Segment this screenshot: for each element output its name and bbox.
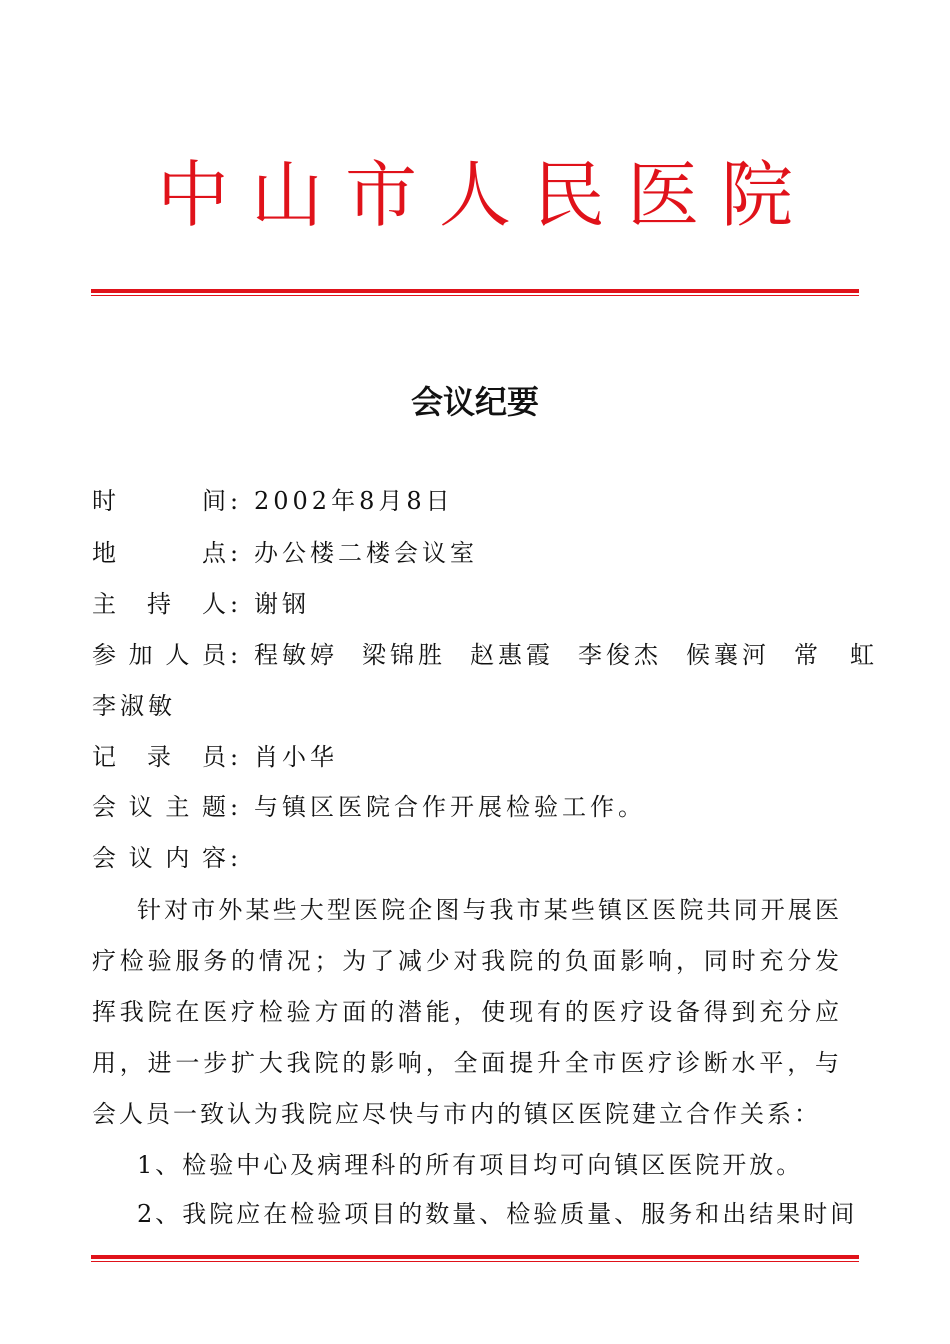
attendee-name: 梁锦胜	[362, 641, 446, 669]
meta-content: 会议内容:	[92, 838, 852, 878]
attendee-name: 候襄河	[686, 641, 770, 669]
meta-topic-value: 与镇区医院合作开展检验工作。	[254, 793, 646, 821]
attendee-name: 程敏婷	[254, 641, 338, 669]
header-rule-thin	[91, 295, 859, 296]
meta-host: 主持人: 谢钢	[92, 584, 852, 624]
meta-host-label: 主持人	[92, 590, 230, 618]
attendee-name: 李俊杰	[578, 641, 662, 669]
meta-attendees-label: 参加人员	[92, 641, 230, 669]
meta-place-label: 地点	[92, 539, 230, 567]
meta-recorder-label: 记录员	[92, 743, 230, 771]
body-paragraph: 针对市外某些大型医院企图与我市某些镇区医院共同开展医疗检验服务的情况；为了减少对我院的负面影响，同时充分发挥我院在医疗检验方面的潜能，使现有的医疗设备得到充分应用，进一步扩大我院的影响，全面提升全市医疗诊断水平，与会人员一致认为我院应尽快与市内的镇区医院建立合作关系：	[92, 896, 842, 1128]
meta-topic: 会议主题: 与镇区医院合作开展检验工作。	[92, 787, 852, 827]
meta-content-label: 会议内容	[92, 844, 230, 872]
meta-topic-label: 会议主题	[92, 793, 230, 821]
meta-time-label: 时间	[92, 487, 230, 515]
document-title: 会议纪要	[410, 383, 539, 421]
list-item: 1、检验中心及病理科的所有项目均可向镇区医院开放。	[137, 1151, 804, 1179]
meta-host-value: 谢钢	[254, 590, 310, 618]
meta-time-value: 2002年8月8日	[254, 487, 454, 515]
list-item: 2、我院应在检验项目的数量、检验质量、服务和出结果时间	[137, 1200, 858, 1228]
meta-time: 时间: 2002年8月8日	[92, 481, 852, 521]
organization-title: 中山市人民医院	[156, 153, 815, 237]
attendee-name: 赵惠霞	[470, 641, 554, 669]
meta-attendees-continued	[92, 686, 852, 726]
attendee-name: 李淑敏	[92, 692, 176, 720]
footer-rule-thin	[91, 1261, 859, 1262]
meta-place-value: 办公楼二楼会议室	[254, 539, 478, 567]
meta-place: 地点: 办公楼二楼会议室	[92, 533, 852, 573]
meta-recorder: 记录员: 肖小华	[92, 737, 852, 777]
attendee-list	[254, 635, 902, 675]
meta-attendees: 参加人员: 程敏婷 梁锦胜 赵惠霞 李俊杰 候襄河 常 虹	[92, 635, 852, 675]
meta-recorder-value: 肖小华	[254, 743, 338, 771]
attendee-name: 常 虹	[794, 641, 878, 669]
